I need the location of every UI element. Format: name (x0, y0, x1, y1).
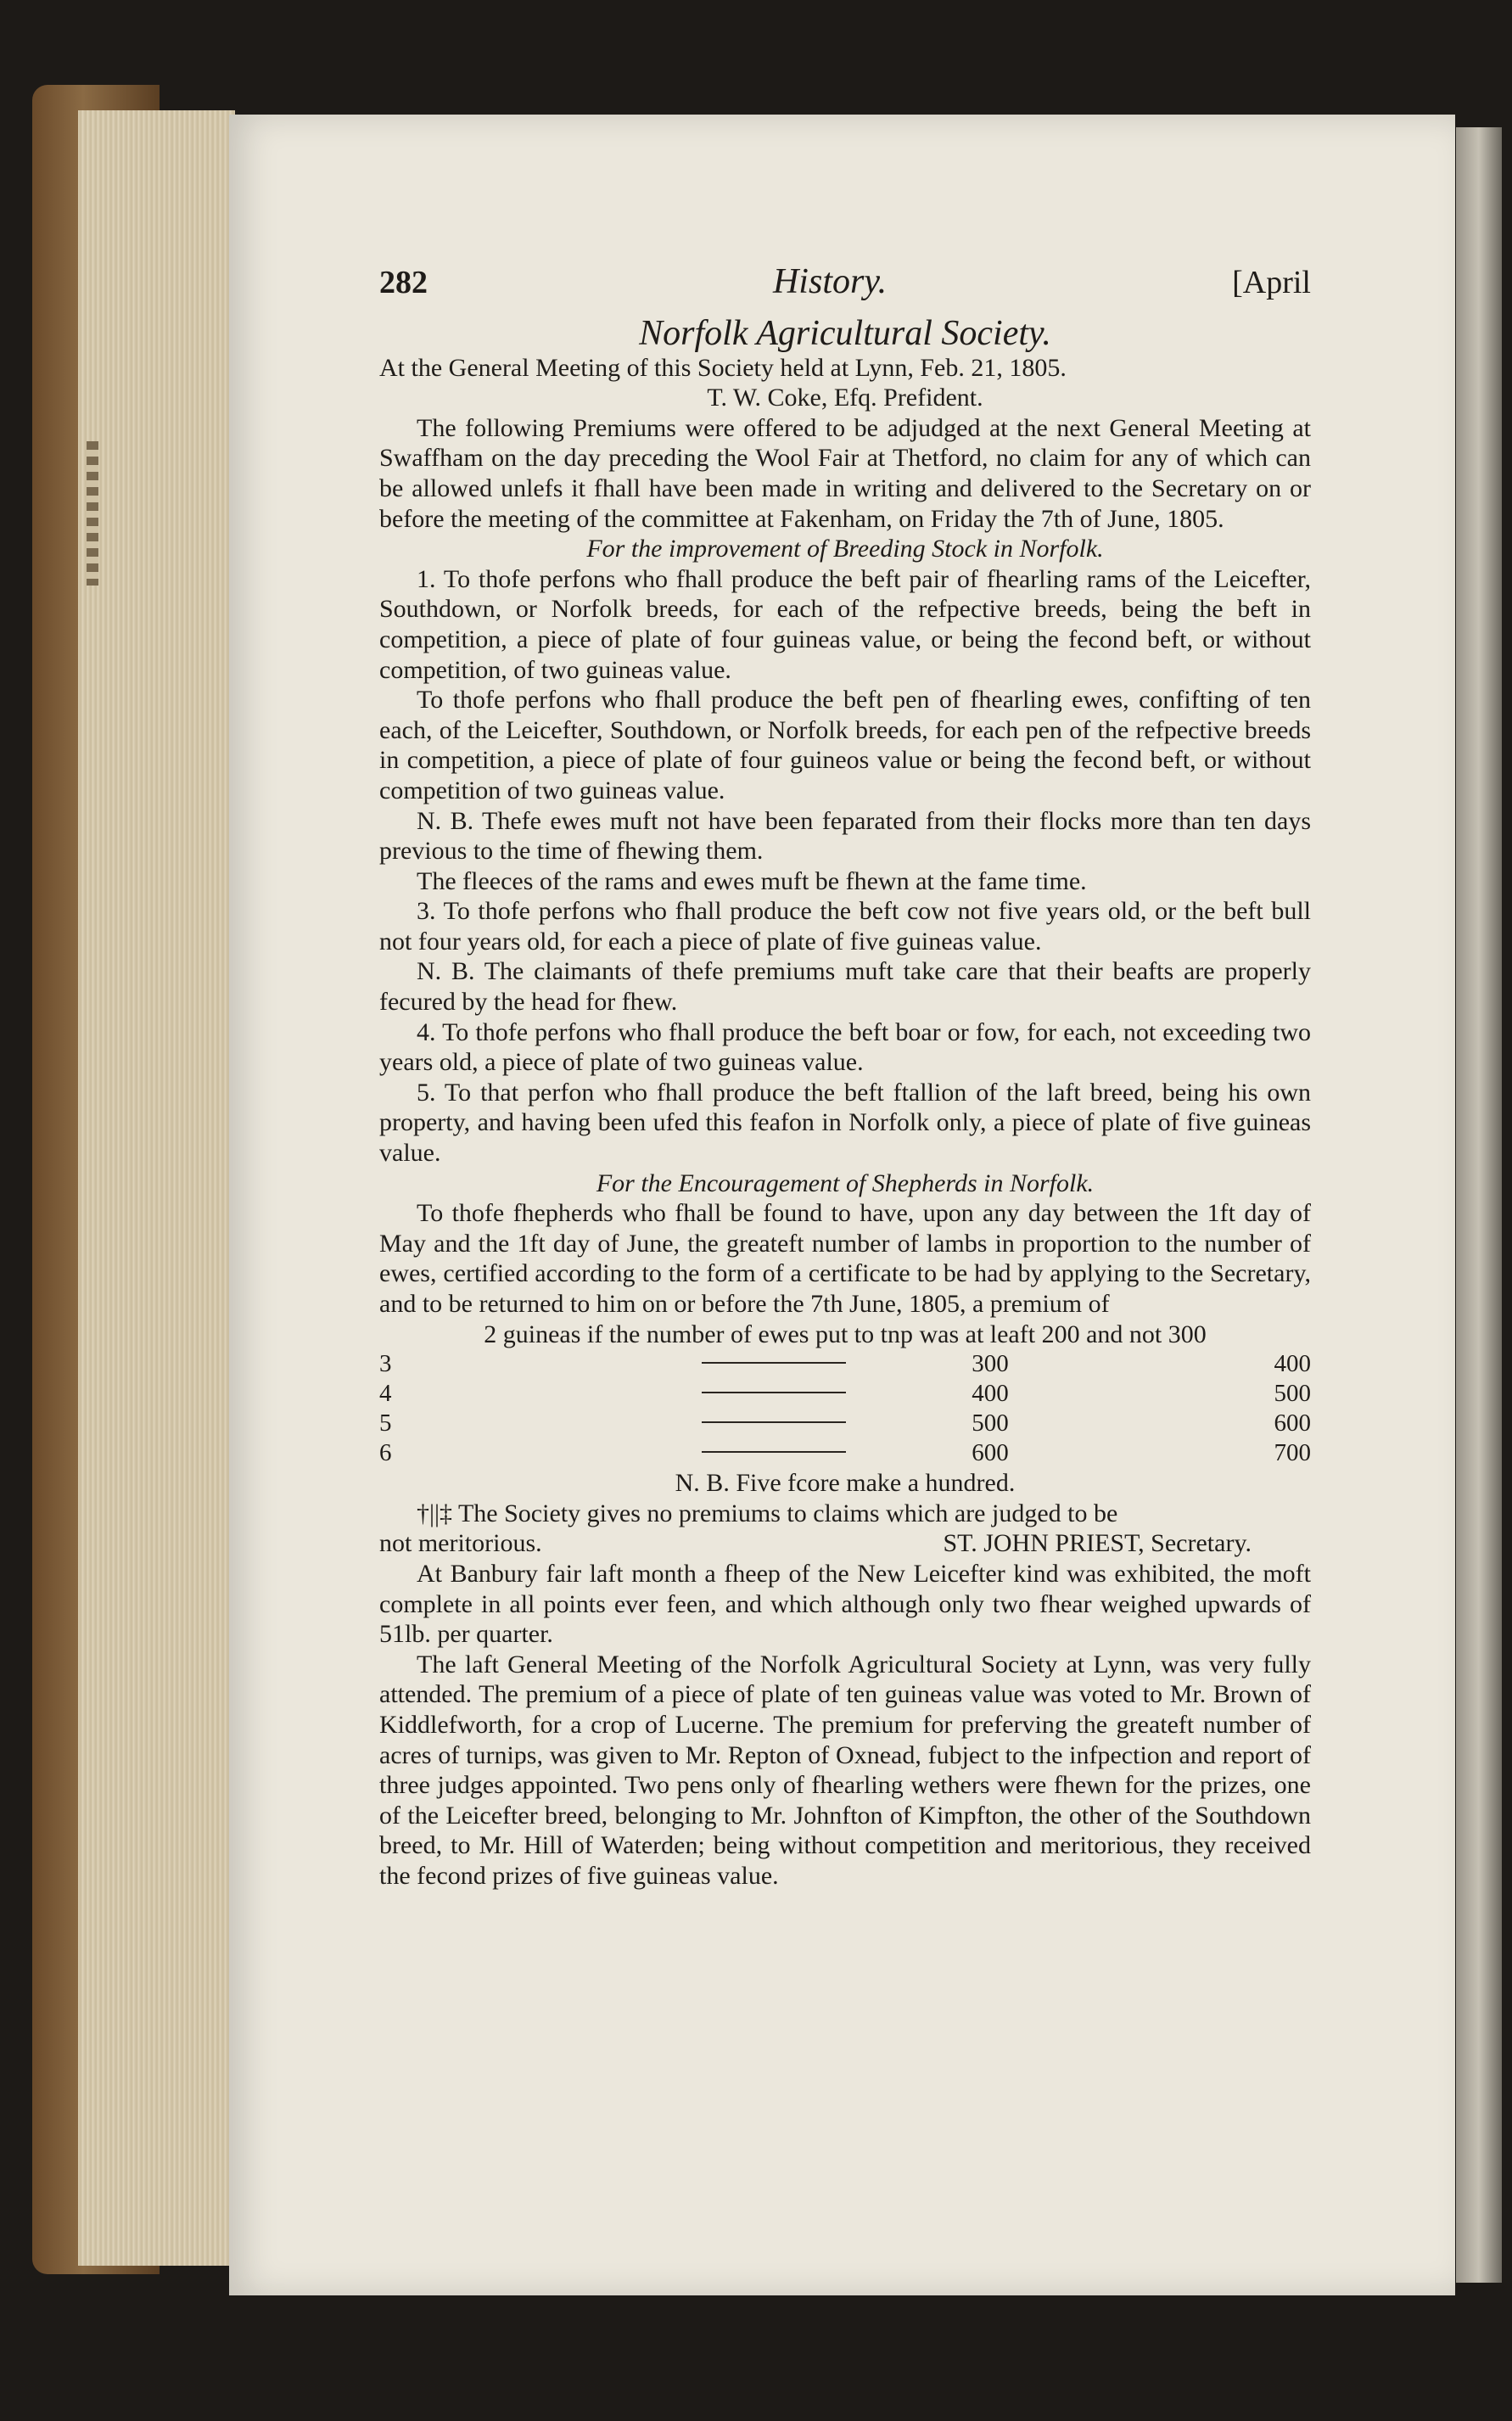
page-text (379, 262, 1311, 1891)
table-row (379, 1379, 1311, 1409)
premium-low: 300 (972, 1350, 1009, 1378)
paragraph: 5. To that perfon who fhall produce the beft ftallion of the laft breed, being his own property, and having been ufed this feafon in Norfolk only, a piece of plate of five guineas value. (379, 1078, 1311, 1168)
premium-high: 600 (1274, 1409, 1311, 1437)
table-row (379, 1409, 1311, 1438)
premium-high: 500 (1274, 1380, 1311, 1408)
nb-five-score: N. B. Five fcore make a hundred. (675, 1469, 1016, 1498)
running-title: History. (772, 262, 888, 301)
ditto-rule (430, 1379, 905, 1409)
paragraph: N. B. Thefe ewes muft not have been feparated from their flocks more than ten days previous to the time of fhewing them. (379, 806, 1311, 866)
premium-table (379, 1349, 1311, 1468)
premium-guineas: 4 (379, 1380, 392, 1408)
ditto-rule (430, 1438, 905, 1468)
paragraph: 3. To thofe perfons who fhall produce the beft cow not five years old, or the beft bull not four years old, for each a piece of plate of five guineas value. (379, 897, 1311, 956)
secretary-signature: ST. JOHN PRIEST, Secretary. (943, 1529, 1252, 1558)
paragraph: The fleeces of the rams and ewes muft be fhewn at the fame time. (417, 866, 1087, 895)
section-heading-breeding: For the improvement of Breeding Stock in Norfolk. (586, 535, 1104, 563)
running-header (379, 262, 1311, 301)
facing-page-edge (1456, 127, 1502, 2283)
signature-line (379, 1528, 1311, 1559)
spine-label (87, 441, 98, 586)
table-row (379, 1438, 1311, 1468)
ditto-rule (430, 1349, 905, 1379)
shepherds-intro: To thofe fhepherds who fhall be found to have, upon any day between the 1ft day of May and the 1ft day of June, the greateft number of lambs in proportion to the number of ewes, certified according to the form of a certificate to be had by applying to the Secretary, and to be returned to him on or before the 7th June, 1805, a premium of (379, 1199, 1311, 1318)
ditto-rule (430, 1409, 905, 1438)
paragraph: 4. To thofe perfons who fhall produce the beft boar or fow, for each, not exceeding two years old, a piece of plate of two guineas value. (379, 1017, 1311, 1077)
note-line: †||‡ The Society gives no premiums to claims which are judged to be (417, 1499, 1118, 1527)
paragraph: N. B. The claimants of thefe premiums muft take care that their beafts are properly fecured by the head for fhew. (379, 957, 1311, 1017)
premium-high: 700 (1274, 1439, 1311, 1467)
article-title: Norfolk Agricultural Society. (639, 313, 1051, 353)
section-heading-shepherds: For the Encouragement of Shepherds in Norfolk. (596, 1168, 1095, 1197)
premium-guineas: 5 (379, 1409, 392, 1437)
running-month: [April (1232, 265, 1311, 300)
banbury-paragraph: At Banbury fair laft month a fheep of the New Leicefter kind was exhibited, the moft complete in all points ever feen, and which although only two fhear weighed upwards of 51lb. per quarter. (379, 1559, 1311, 1649)
premium-first-row: 2 guineas if the number of ewes put to tnp was at leaft 200 and not 300 (484, 1320, 1207, 1348)
premium-high: 400 (1274, 1350, 1311, 1378)
page-edges (78, 110, 235, 2266)
paragraph: 1. To thofe perfons who fhall produce the beft pair of fhearling rams of the Leicefter, Southdown, or Norfolk breeds, for each of the refpective breeds, being the beft in competition, a piece of plate of four guineas value, or being the fecond beft, or without competition, of two guineas value. (379, 564, 1311, 684)
last-meeting-paragraph: The laft General Meeting of the Norfolk Agricultural Society at Lynn, was very fully attended. The premium of a piece of plate of ten guineas value was voted to Mr. Brown of Kiddlefworth, for a crop of Lucerne. The premium for preferving the greateft number of acres of turnips, was given to Mr. Repton of Oxnead, fubject to the infpection and report of three judges appointed. Two pens only of fhearling wethers were fhewn for the prizes, one of the Leicefter breed, belonging to Mr. Johnfton of Kimpfton, the other of the Southdown breed, to Mr. Hill of Waterden; being without competition and meritorious, they received the fecond prizes of five guineas value. (379, 1650, 1311, 1890)
page-number: 282 (379, 265, 428, 300)
premium-low: 400 (972, 1380, 1009, 1408)
note-line-continued: not meritorious. (379, 1529, 542, 1558)
premium-low: 500 (972, 1409, 1009, 1437)
premium-low: 600 (972, 1439, 1009, 1467)
paragraph: To thofe perfons who fhall produce the beft pen of fhearling ewes, confifting of ten each, of the Leicefter, Southdown, or Norfolk breeds, for each pen of the refpective breeds in competition, a piece of plate of four guineos value or being the fecond beft, or without competition of two guineas value. (379, 686, 1311, 804)
premium-guineas: 6 (379, 1439, 392, 1467)
president-line: T. W. Coke, Efq. Prefident. (707, 384, 983, 412)
intro-paragraph: The following Premiums were offered to be adjudged at the next General Meeting at Swaffham on the day preceding the Wool Fair at Thetford, no claim for any of which can be allowed unlefs it fhall have been made in writing and delivered to the Secretary on or before the meeting of the committee at Fakenham, on Friday the 7th of June, 1805. (379, 413, 1311, 533)
table-row (379, 1349, 1311, 1379)
premium-guineas: 3 (379, 1350, 392, 1378)
meeting-line: At the General Meeting of this Society held at Lynn, Feb. 21, 1805. (379, 353, 1067, 382)
